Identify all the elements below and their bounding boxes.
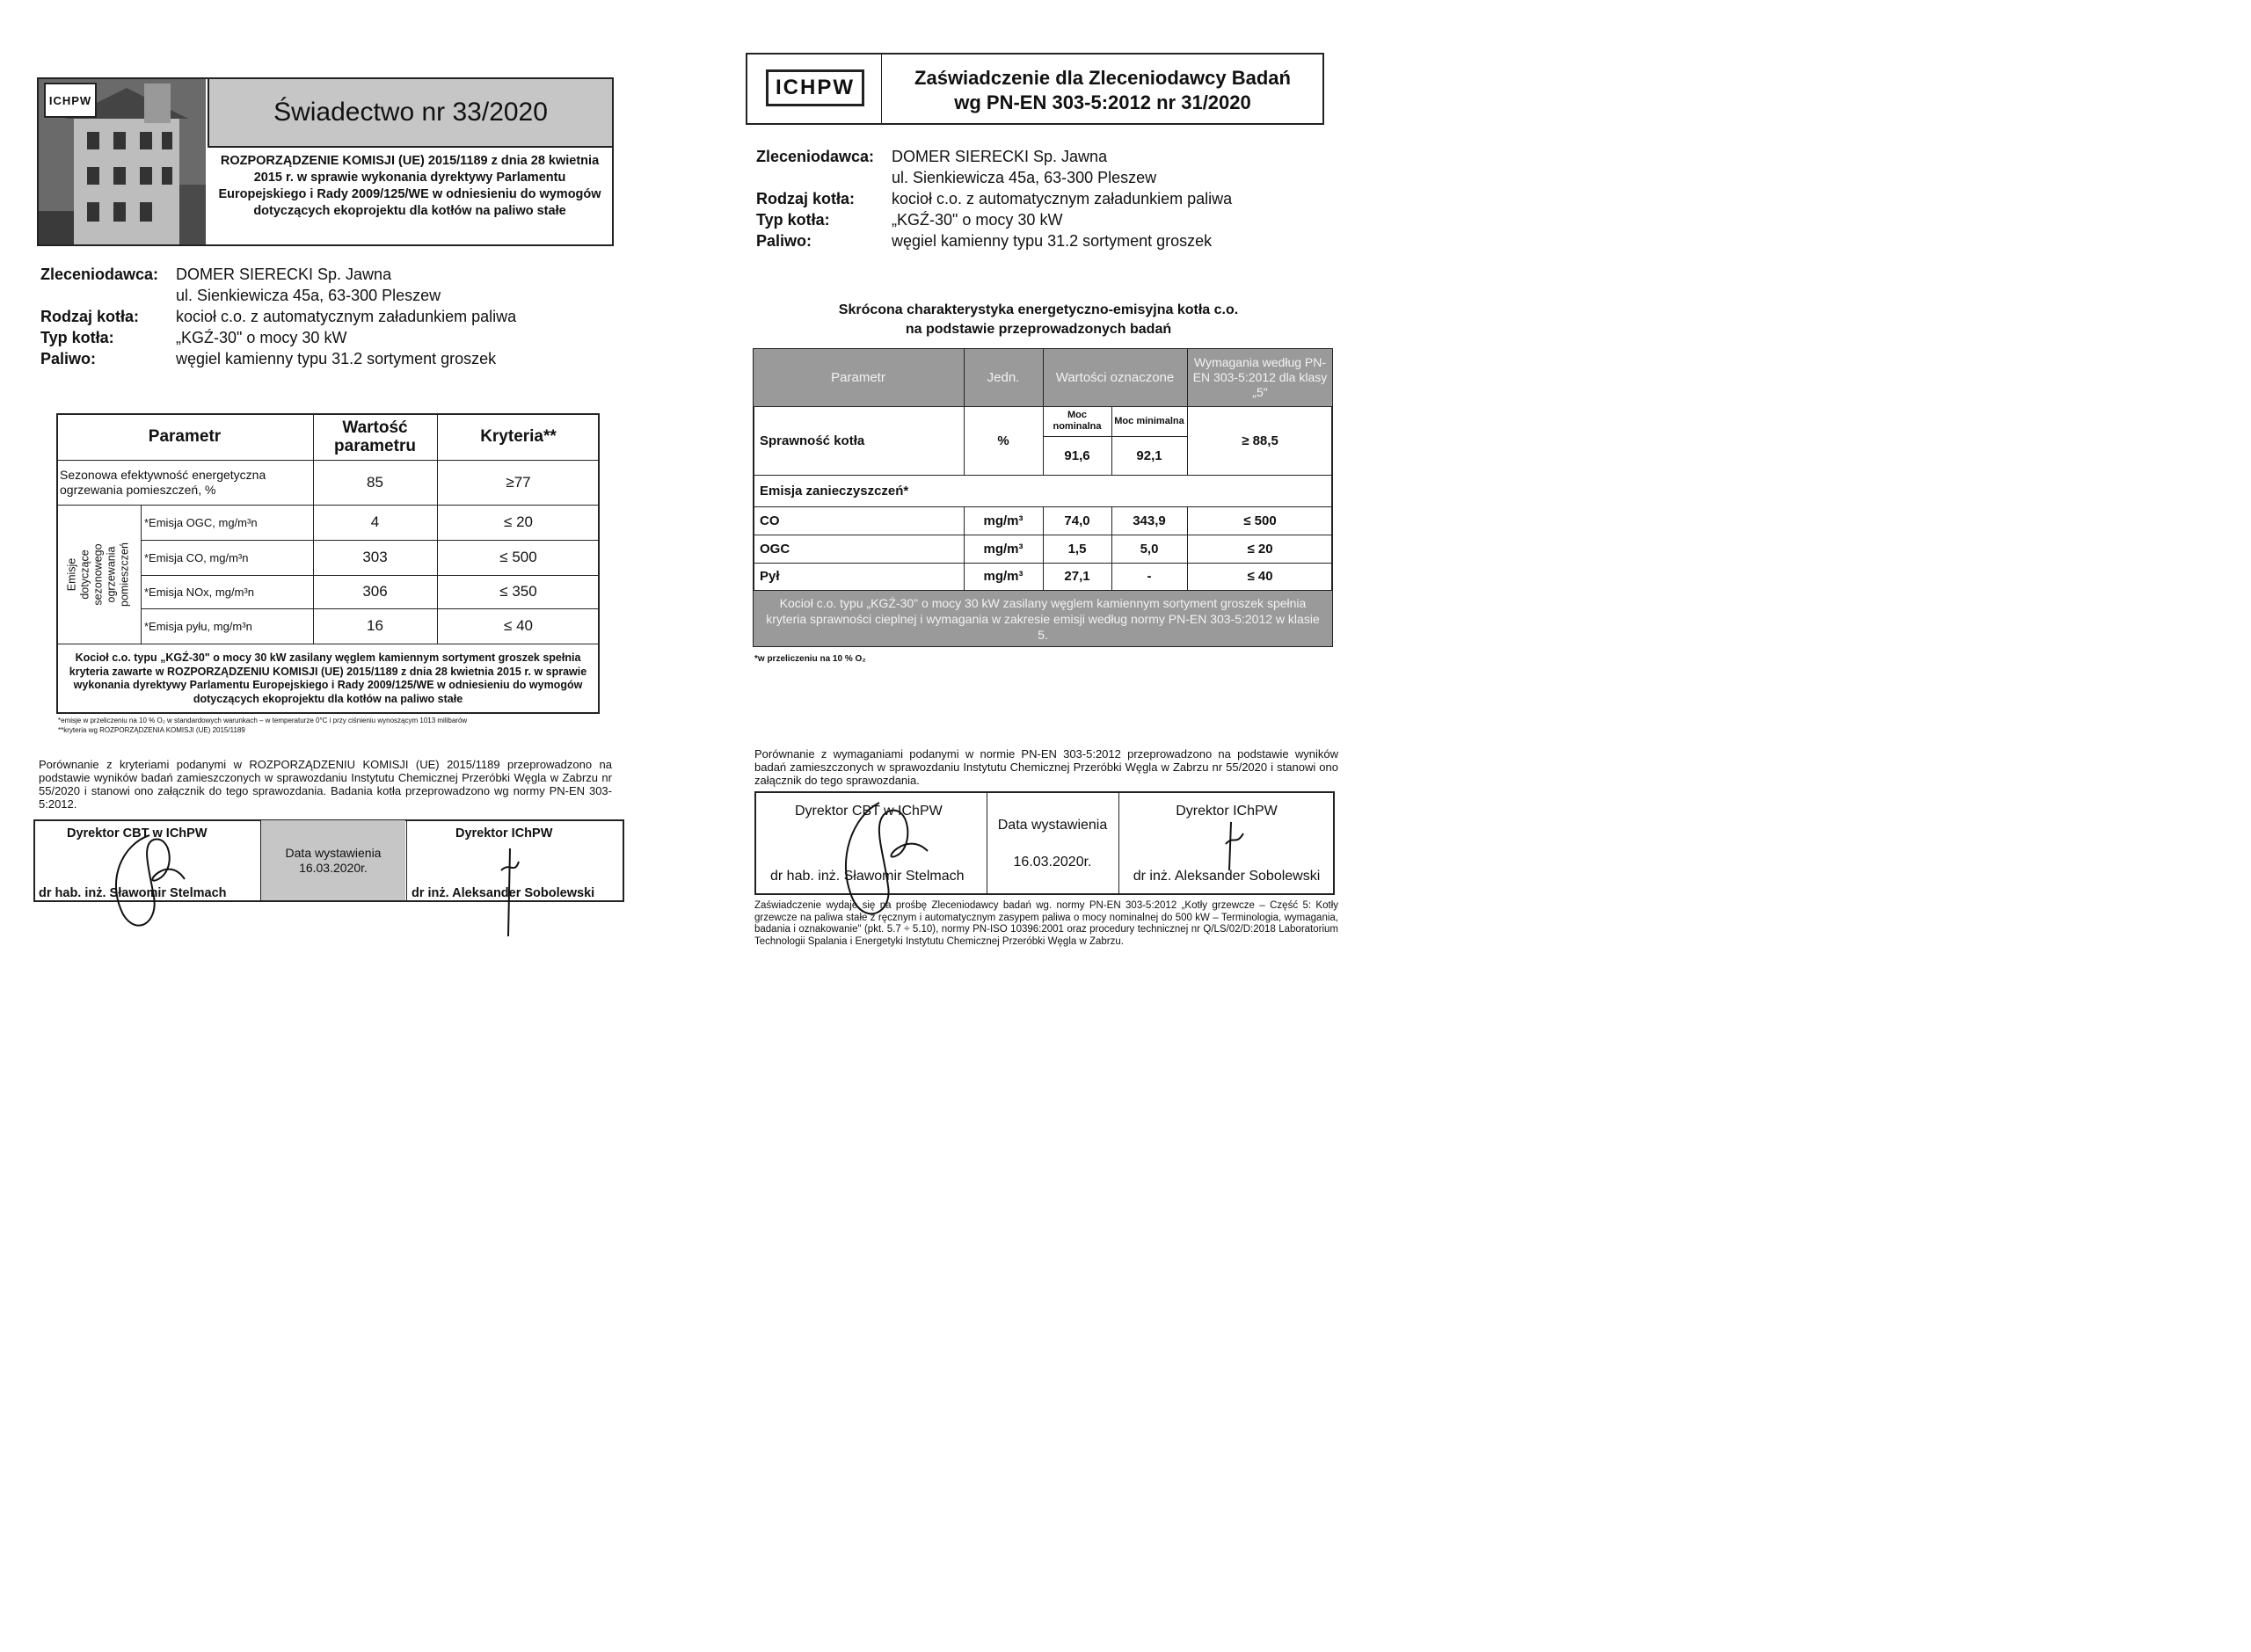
- left-emission-criteria-1: ≤ 20: [504, 513, 533, 530]
- right-issue-date: 16.03.2020r.: [1013, 855, 1092, 870]
- left-emission-value-3: 306: [362, 583, 388, 600]
- right-issue-label: Data wystawienia: [997, 818, 1108, 833]
- left-issue-label: Data wystawienia: [285, 846, 382, 860]
- right-row-req-pyl: ≤ 40: [1247, 569, 1273, 584]
- right-row-minimal-ogc: 5,0: [1140, 541, 1159, 557]
- right-director-cbt-name: dr hab. inż. Sławomir Stelmach: [770, 869, 965, 884]
- left-signature-sobolewski: [492, 844, 528, 941]
- left-signature-stelmach: [88, 818, 202, 941]
- right-eff-minimal: 92,1: [1136, 448, 1162, 463]
- left-director-name: dr inż. Aleksander Sobolewski: [412, 886, 595, 900]
- left-title-band: [208, 79, 612, 148]
- left-emission-value-2: 303: [362, 549, 388, 565]
- left-emission-param-4: *Emisja pyłu, mg/m³n: [144, 619, 252, 633]
- right-row-nominal-ogc: 1,5: [1067, 541, 1087, 557]
- right-title-line1: Zaświadczenie dla Zleceniodawcy Badań: [914, 67, 1291, 89]
- right-row-param-co: CO: [760, 513, 780, 528]
- left-fuel: węgiel kamienny typu 31.2 sortyment groszek: [176, 350, 497, 368]
- left-emission-param-1: *Emisja OGC, mg/m³n: [144, 515, 258, 529]
- left-director-cbt: Dyrektor CBT w IChPW: [67, 826, 208, 841]
- right-row-nominal-co: 74,0: [1064, 513, 1090, 528]
- left-row1-criteria: ≥77: [506, 473, 531, 491]
- right-eff-req: ≥ 88,5: [1242, 433, 1278, 448]
- right-client-address: ul. Sienkiewicza 45a, 63-300 Pleszew: [892, 169, 1157, 186]
- right-comparison: Porównanie z wymaganiami podanymi w normie PN-EN 303-5:2012 przeprowadzono na podstawie wyników badań zamieszczonych w sprawozdaniu Instytutu Chemicznej Przeróbki Węgla w Zabrzu nr 55/2020 i stanowi ono załącznik do tego sprawozdania.: [754, 747, 1338, 787]
- right-row-unit-pyl: mg/m³: [983, 569, 1024, 584]
- left-client-name: DOMER SIERECKI Sp. Jawna: [176, 266, 392, 283]
- left-boiler-type: „KGŹ-30" o mocy 30 kW: [176, 329, 347, 346]
- right-row-req-co: ≤ 500: [1243, 513, 1277, 528]
- right-sub-nominal: Moc nominalna: [1053, 410, 1102, 432]
- right-row-req-ogc: ≤ 20: [1247, 541, 1273, 557]
- right-col-values: Wartości oznaczone: [1055, 369, 1175, 385]
- right-row-unit-ogc: mg/m³: [983, 541, 1024, 557]
- right-boiler-type: „KGŹ-30" o mocy 30 kW: [892, 211, 1063, 229]
- right-director-name: dr inż. Aleksander Sobolewski: [1133, 869, 1321, 884]
- right-fuel-label: Paliwo:: [756, 232, 812, 250]
- right-client-name: DOMER SIERECKI Sp. Jawna: [892, 148, 1108, 165]
- right-col-unit: Jedn.: [987, 369, 1020, 385]
- right-boiler-kind: kocioł c.o. z automatycznym załadunkiem paliwa: [892, 190, 1233, 207]
- left-emission-value-4: 16: [367, 617, 383, 634]
- left-group-label-wrap: [56, 505, 141, 644]
- right-boiler-kind-label: Rodzaj kotła:: [756, 190, 856, 207]
- left-issue-date: 16.03.2020r.: [299, 861, 368, 875]
- left-emission-value-1: 4: [370, 513, 380, 530]
- right-conclusion: Kocioł c.o. typu „KGŹ-30" o mocy 30 kW zasilany węglem kamiennym sortyment groszek spełnia kryteria sprawności cieplnej i wymagania w zakresie emisji według normy PN-EN 303-5:2012 w klasie 5.: [766, 595, 1320, 642]
- right-footnote: *w przeliczeniu na 10 % O₂: [754, 654, 866, 664]
- left-emission-criteria-3: ≤ 350: [499, 583, 537, 600]
- right-boiler-type-label: Typ kotła:: [756, 211, 830, 229]
- left-director: Dyrektor IChPW: [455, 826, 553, 841]
- right-director: Dyrektor IChPW: [1176, 804, 1278, 819]
- left-emission-param-2: *Emisja CO, mg/m³n: [144, 550, 249, 564]
- right-signature-sobolewski: [1222, 818, 1249, 879]
- left-emission-param-3: *Emisja NOx, mg/m³n: [144, 585, 254, 599]
- logo-icon: ICHPW: [48, 93, 92, 107]
- right-row-unit-co: mg/m³: [983, 513, 1024, 528]
- left-title: Świadectwo nr 33/2020: [273, 98, 548, 127]
- left-col-param: Parametr: [148, 426, 222, 446]
- right-director-cbt: Dyrektor CBT w IChPW: [795, 804, 943, 819]
- right-sub-minimal: Moc minimalna: [1114, 415, 1184, 426]
- right-row-minimal-co: 343,9: [1133, 513, 1166, 528]
- right-col-req: Wymagania według PN-EN 303-5:2012 dla klasy „5": [1192, 354, 1328, 399]
- right-eff-label: Sprawność kotła: [760, 433, 865, 448]
- right-footer: Zaświadczenie wydaje się na prośbę Zleceniodawcy badań wg. normy PN-EN 303-5:2012 „Kotły grzewcze – Część 5: Kotły grzewcze na paliwa stałe z ręcznym i automatycznym zasypem paliwa o mocy nominalnej do 500 kW – Terminologia, wymagania, badania i oznakowanie" (pkt. 5.7 ÷ 5.10), normy PN-ISO 10396:2001 oraz procedury technicznej nr Q/LS/02/D:2018 Laboratorium Technologii Spalania i Energetyki Instytutu Chemicznej Przeróbki Węgla w Zabrzu.: [754, 900, 1338, 947]
- right-logo: [767, 62, 863, 114]
- left-emission-criteria-4: ≤ 40: [504, 617, 533, 634]
- right-client-label: Zleceniodawca:: [756, 148, 875, 165]
- left-group-label: Emisje dotyczące sezonowego ogrzewania pomieszczeń: [65, 542, 131, 607]
- left-boiler-kind: kocioł c.o. z automatycznym załadunkiem paliwa: [176, 308, 517, 325]
- right-row-nominal-pyl: 27,1: [1064, 569, 1090, 584]
- left-footnote-2: **kryteria wg ROZPORZĄDZENIA KOMISJI (UE) 2015/1189: [58, 726, 245, 734]
- left-fuel-label: Paliwo:: [40, 350, 97, 368]
- logo-icon: ICHPW: [766, 69, 864, 106]
- right-fuel: węgiel kamienny typu 31.2 sortyment groszek: [892, 232, 1213, 250]
- right-eff-nominal: 91,6: [1064, 448, 1090, 463]
- right-row-param-pyl: Pył: [760, 569, 780, 584]
- right-emission-label: Emisja zanieczyszczeń*: [760, 483, 909, 499]
- right-row-minimal-pyl: -: [1147, 569, 1152, 584]
- right-subtitle-2: na podstawie przeprowadzonych badań: [905, 322, 1172, 337]
- left-client-label: Zleceniodawca:: [40, 266, 159, 283]
- left-regulation: ROZPORZĄDZENIE KOMISJI (UE) 2015/1189 z dnia 28 kwietnia 2015 r. w sprawie wykonania dyrektywy Parlamentu Europejskiego i Rady 2009/125/WE w odniesieniu do wymogów dotyczących ekoprojektu dla kotłów na paliwo stałe: [218, 154, 601, 218]
- right-col-param: Parametr: [831, 369, 885, 385]
- right-row-param-ogc: OGC: [760, 541, 790, 557]
- left-col-value: Wartość parametru: [334, 418, 416, 455]
- left-boiler-type-label: Typ kotła:: [40, 329, 114, 346]
- left-comparison: Porównanie z kryteriami podanymi w ROZPORZĄDZENIU KOMISJI (UE) 2015/1189 przeprowadzono na podstawie wyników badań zamieszczonych w sprawozdaniu Instytutu Chemicznej Przeróbki Węgla w Zabrzu nr 55/2020 i stanowi ono załącznik do tego sprawozdania. Badania kotła przeprowadzono wg normy PN-EN 303-5:2012.: [39, 758, 612, 811]
- right-subtitle-1: Skrócona charakterystyka energetyczno-emisyjna kotła c.o.: [838, 302, 1239, 317]
- right-title-line2: wg PN-EN 303-5:2012 nr 31/2020: [954, 91, 1251, 113]
- left-row1-value: 85: [367, 473, 383, 491]
- left-client-address: ul. Sienkiewicza 45a, 63-300 Pleszew: [176, 287, 441, 304]
- left-director-cbt-name: dr hab. inż. Sławomir Stelmach: [39, 886, 227, 900]
- left-col-criteria: Kryteria**: [480, 426, 557, 446]
- left-logo: [44, 83, 97, 118]
- left-footnote-1: *emisje w przeliczeniu na 10 % O₂ w standardowych warunkach – w temperaturze 0°C i przy ciśnieniu wynoszącym 1013 milibarów: [58, 717, 468, 724]
- left-conclusion: Kocioł c.o. typu „KGŹ-30" o mocy 30 kW zasilany węglem kamiennym sortyment groszek spełnia kryteria zawarte w ROZPORZĄDZENIU KOMISJI (UE) 2015/1189 z dnia 28 kwietnia 2015 r. w sprawie wykonania dyrektywy Parlamentu Europejskiego i Rady 2009/125/WE w odniesieniu do wymogów dotyczących ekoprojektu dla kotłów na paliwo stałe: [69, 651, 587, 705]
- left-boiler-kind-label: Rodzaj kotła:: [40, 308, 140, 325]
- right-eff-unit: %: [997, 433, 1009, 448]
- left-row1-param: Sezonowa efektywność energetyczna ogrzewania pomieszczeń, %: [60, 467, 266, 497]
- left-emission-criteria-2: ≤ 500: [499, 549, 537, 565]
